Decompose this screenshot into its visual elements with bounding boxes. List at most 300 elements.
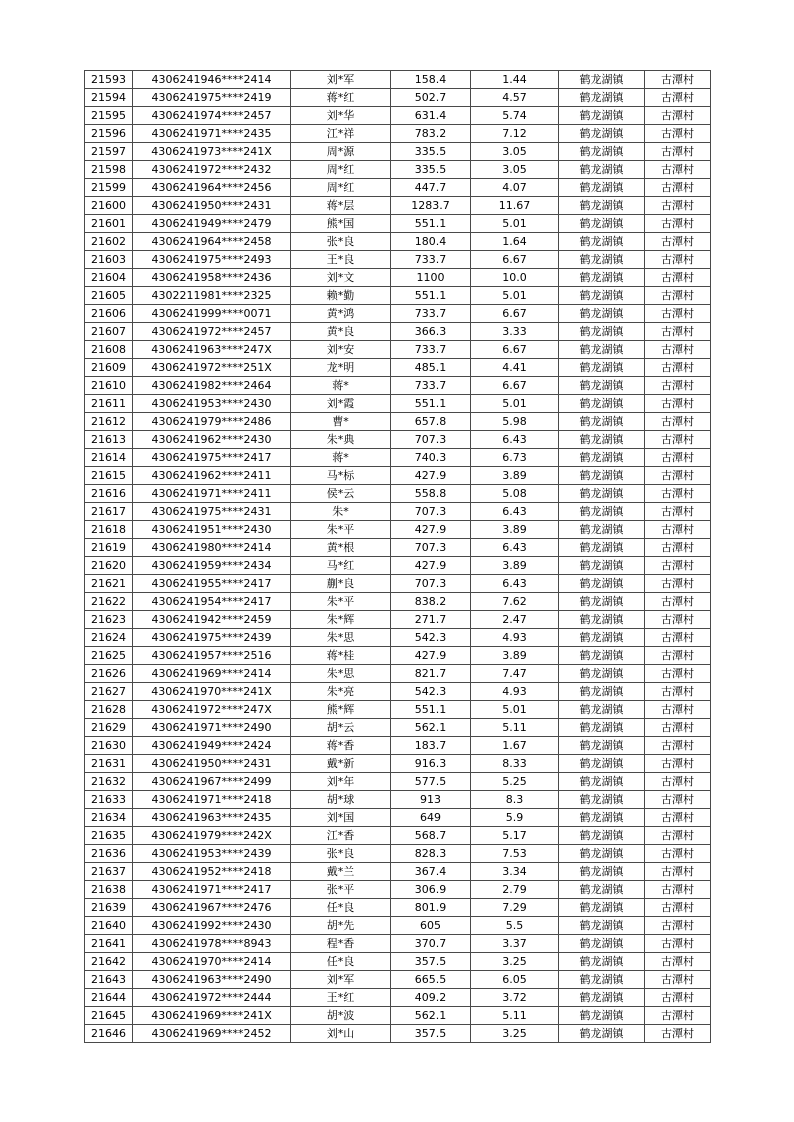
cell-amount: 733.7	[391, 341, 471, 359]
cell-index: 21639	[85, 899, 133, 917]
cell-id_number: 4306241971****2435	[133, 125, 291, 143]
cell-id_number: 4306241963****2490	[133, 971, 291, 989]
cell-id_number: 4306241962****2411	[133, 467, 291, 485]
cell-index: 21611	[85, 395, 133, 413]
table-row	[85, 215, 711, 233]
cell-village: 古潭村	[645, 809, 711, 827]
cell-village: 古潭村	[645, 773, 711, 791]
cell-index: 21618	[85, 521, 133, 539]
table-row	[85, 629, 711, 647]
cell-amount: 733.7	[391, 305, 471, 323]
cell-id_number: 4306241973****241X	[133, 143, 291, 161]
cell-town: 鹤龙湖镇	[559, 323, 645, 341]
cell-rate: 6.67	[471, 305, 559, 323]
cell-village: 古潭村	[645, 971, 711, 989]
cell-village: 古潭村	[645, 593, 711, 611]
cell-village: 古潭村	[645, 233, 711, 251]
table-row	[85, 899, 711, 917]
cell-id_number: 4306241971****2417	[133, 881, 291, 899]
cell-index: 21644	[85, 989, 133, 1007]
cell-id_number: 4306241946****2414	[133, 71, 291, 89]
cell-index: 21593	[85, 71, 133, 89]
cell-village: 古潭村	[645, 467, 711, 485]
cell-amount: 335.5	[391, 161, 471, 179]
data-table	[84, 70, 711, 1043]
cell-rate: 3.25	[471, 953, 559, 971]
cell-amount: 409.2	[391, 989, 471, 1007]
cell-rate: 5.17	[471, 827, 559, 845]
cell-name: 江*香	[291, 827, 391, 845]
cell-rate: 5.01	[471, 287, 559, 305]
cell-rate: 7.47	[471, 665, 559, 683]
cell-town: 鹤龙湖镇	[559, 197, 645, 215]
cell-village: 古潭村	[645, 251, 711, 269]
cell-amount: 357.5	[391, 953, 471, 971]
cell-name: 刘*军	[291, 71, 391, 89]
cell-index: 21630	[85, 737, 133, 755]
cell-index: 21602	[85, 233, 133, 251]
table-row	[85, 521, 711, 539]
cell-id_number: 4306241951****2430	[133, 521, 291, 539]
cell-amount: 542.3	[391, 683, 471, 701]
cell-index: 21626	[85, 665, 133, 683]
cell-amount: 158.4	[391, 71, 471, 89]
cell-rate: 3.25	[471, 1025, 559, 1043]
cell-amount: 427.9	[391, 521, 471, 539]
cell-amount: 367.4	[391, 863, 471, 881]
cell-village: 古潭村	[645, 215, 711, 233]
cell-town: 鹤龙湖镇	[559, 341, 645, 359]
cell-town: 鹤龙湖镇	[559, 881, 645, 899]
table-row	[85, 953, 711, 971]
cell-name: 熊*国	[291, 215, 391, 233]
cell-village: 古潭村	[645, 647, 711, 665]
cell-name: 刘*年	[291, 773, 391, 791]
cell-village: 古潭村	[645, 197, 711, 215]
cell-village: 古潭村	[645, 341, 711, 359]
cell-id_number: 4306241970****2414	[133, 953, 291, 971]
table-row	[85, 827, 711, 845]
cell-name: 戴*兰	[291, 863, 391, 881]
table-row	[85, 179, 711, 197]
cell-name: 胡*波	[291, 1007, 391, 1025]
cell-village: 古潭村	[645, 71, 711, 89]
cell-index: 21635	[85, 827, 133, 845]
cell-town: 鹤龙湖镇	[559, 413, 645, 431]
cell-rate: 7.12	[471, 125, 559, 143]
table-row	[85, 305, 711, 323]
cell-index: 21615	[85, 467, 133, 485]
cell-name: 胡*球	[291, 791, 391, 809]
cell-rate: 6.73	[471, 449, 559, 467]
table-row	[85, 809, 711, 827]
table-row	[85, 1007, 711, 1025]
cell-amount: 665.5	[391, 971, 471, 989]
cell-amount: 183.7	[391, 737, 471, 755]
cell-id_number: 4306241958****2436	[133, 269, 291, 287]
cell-index: 21634	[85, 809, 133, 827]
cell-id_number: 4306241952****2418	[133, 863, 291, 881]
cell-id_number: 4306241949****2479	[133, 215, 291, 233]
table-row	[85, 233, 711, 251]
cell-amount: 427.9	[391, 467, 471, 485]
table-row	[85, 359, 711, 377]
cell-amount: 485.1	[391, 359, 471, 377]
cell-rate: 5.01	[471, 215, 559, 233]
cell-town: 鹤龙湖镇	[559, 485, 645, 503]
cell-village: 古潭村	[645, 413, 711, 431]
cell-town: 鹤龙湖镇	[559, 269, 645, 287]
cell-id_number: 4306241967****2476	[133, 899, 291, 917]
cell-amount: 649	[391, 809, 471, 827]
table-row	[85, 377, 711, 395]
cell-id_number: 4306241953****2430	[133, 395, 291, 413]
cell-town: 鹤龙湖镇	[559, 935, 645, 953]
cell-rate: 8.3	[471, 791, 559, 809]
cell-town: 鹤龙湖镇	[559, 377, 645, 395]
cell-name: 蒋*层	[291, 197, 391, 215]
cell-name: 王*红	[291, 989, 391, 1007]
cell-rate: 5.11	[471, 719, 559, 737]
cell-town: 鹤龙湖镇	[559, 305, 645, 323]
cell-rate: 2.47	[471, 611, 559, 629]
cell-amount: 180.4	[391, 233, 471, 251]
cell-amount: 783.2	[391, 125, 471, 143]
cell-village: 古潭村	[645, 125, 711, 143]
cell-village: 古潭村	[645, 287, 711, 305]
table-row	[85, 143, 711, 161]
cell-index: 21610	[85, 377, 133, 395]
cell-rate: 3.89	[471, 521, 559, 539]
cell-name: 刘*华	[291, 107, 391, 125]
cell-rate: 5.25	[471, 773, 559, 791]
cell-id_number: 4306241974****2457	[133, 107, 291, 125]
cell-amount: 568.7	[391, 827, 471, 845]
cell-village: 古潭村	[645, 539, 711, 557]
cell-name: 蒋*桂	[291, 647, 391, 665]
cell-name: 任*良	[291, 953, 391, 971]
cell-name: 黄*鸿	[291, 305, 391, 323]
cell-town: 鹤龙湖镇	[559, 665, 645, 683]
cell-name: 熊*辉	[291, 701, 391, 719]
table-row	[85, 287, 711, 305]
cell-amount: 828.3	[391, 845, 471, 863]
cell-name: 蒯*良	[291, 575, 391, 593]
cell-rate: 3.34	[471, 863, 559, 881]
cell-name: 江*祥	[291, 125, 391, 143]
cell-village: 古潭村	[645, 719, 711, 737]
cell-index: 21600	[85, 197, 133, 215]
cell-rate: 2.79	[471, 881, 559, 899]
cell-name: 侯*云	[291, 485, 391, 503]
table-row	[85, 71, 711, 89]
cell-id_number: 4306241972****2432	[133, 161, 291, 179]
cell-id_number: 4306241972****2444	[133, 989, 291, 1007]
cell-town: 鹤龙湖镇	[559, 827, 645, 845]
table-row	[85, 125, 711, 143]
cell-index: 21621	[85, 575, 133, 593]
cell-id_number: 4306241963****247X	[133, 341, 291, 359]
cell-village: 古潭村	[645, 629, 711, 647]
cell-village: 古潭村	[645, 1025, 711, 1043]
cell-index: 21606	[85, 305, 133, 323]
cell-town: 鹤龙湖镇	[559, 179, 645, 197]
cell-id_number: 4306241972****2457	[133, 323, 291, 341]
cell-town: 鹤龙湖镇	[559, 863, 645, 881]
cell-index: 21640	[85, 917, 133, 935]
cell-index: 21598	[85, 161, 133, 179]
cell-town: 鹤龙湖镇	[559, 125, 645, 143]
cell-amount: 801.9	[391, 899, 471, 917]
cell-town: 鹤龙湖镇	[559, 143, 645, 161]
table-row	[85, 719, 711, 737]
cell-index: 21629	[85, 719, 133, 737]
cell-village: 古潭村	[645, 989, 711, 1007]
cell-index: 21617	[85, 503, 133, 521]
cell-index: 21631	[85, 755, 133, 773]
cell-id_number: 4306241975****2439	[133, 629, 291, 647]
cell-id_number: 4306241954****2417	[133, 593, 291, 611]
cell-name: 胡*云	[291, 719, 391, 737]
cell-id_number: 4306241971****2411	[133, 485, 291, 503]
cell-name: 曹*	[291, 413, 391, 431]
cell-rate: 5.08	[471, 485, 559, 503]
table-row	[85, 971, 711, 989]
cell-index: 21638	[85, 881, 133, 899]
cell-index: 21646	[85, 1025, 133, 1043]
cell-village: 古潭村	[645, 179, 711, 197]
cell-village: 古潭村	[645, 431, 711, 449]
cell-rate: 4.93	[471, 629, 559, 647]
cell-town: 鹤龙湖镇	[559, 395, 645, 413]
cell-village: 古潭村	[645, 521, 711, 539]
cell-index: 21632	[85, 773, 133, 791]
table-row	[85, 467, 711, 485]
cell-id_number: 4306241975****2431	[133, 503, 291, 521]
cell-name: 刘*霞	[291, 395, 391, 413]
table-row	[85, 935, 711, 953]
cell-index: 21627	[85, 683, 133, 701]
cell-index: 21636	[85, 845, 133, 863]
table-container	[84, 70, 711, 1043]
cell-name: 刘*安	[291, 341, 391, 359]
cell-name: 张*平	[291, 881, 391, 899]
cell-town: 鹤龙湖镇	[559, 971, 645, 989]
table-row	[85, 539, 711, 557]
cell-rate: 8.33	[471, 755, 559, 773]
table-row	[85, 863, 711, 881]
cell-rate: 3.05	[471, 161, 559, 179]
cell-village: 古潭村	[645, 323, 711, 341]
cell-town: 鹤龙湖镇	[559, 647, 645, 665]
table-row	[85, 845, 711, 863]
cell-rate: 3.37	[471, 935, 559, 953]
cell-village: 古潭村	[645, 611, 711, 629]
cell-town: 鹤龙湖镇	[559, 71, 645, 89]
cell-index: 21622	[85, 593, 133, 611]
table-row	[85, 431, 711, 449]
table-row	[85, 755, 711, 773]
cell-id_number: 4306241980****2414	[133, 539, 291, 557]
cell-town: 鹤龙湖镇	[559, 215, 645, 233]
cell-name: 刘*国	[291, 809, 391, 827]
cell-amount: 733.7	[391, 251, 471, 269]
table-row	[85, 917, 711, 935]
cell-id_number: 4306241957****2516	[133, 647, 291, 665]
table-row	[85, 341, 711, 359]
cell-index: 21612	[85, 413, 133, 431]
cell-rate: 4.07	[471, 179, 559, 197]
cell-id_number: 4306241982****2464	[133, 377, 291, 395]
cell-name: 朱*思	[291, 629, 391, 647]
cell-village: 古潭村	[645, 161, 711, 179]
cell-town: 鹤龙湖镇	[559, 953, 645, 971]
table-row	[85, 791, 711, 809]
cell-amount: 562.1	[391, 719, 471, 737]
cell-amount: 605	[391, 917, 471, 935]
cell-id_number: 4306241942****2459	[133, 611, 291, 629]
cell-village: 古潭村	[645, 881, 711, 899]
cell-rate: 7.62	[471, 593, 559, 611]
cell-index: 21603	[85, 251, 133, 269]
cell-name: 周*红	[291, 179, 391, 197]
cell-amount: 366.3	[391, 323, 471, 341]
cell-amount: 1283.7	[391, 197, 471, 215]
cell-town: 鹤龙湖镇	[559, 233, 645, 251]
cell-village: 古潭村	[645, 899, 711, 917]
cell-town: 鹤龙湖镇	[559, 521, 645, 539]
cell-id_number: 4306241979****242X	[133, 827, 291, 845]
cell-village: 古潭村	[645, 665, 711, 683]
cell-index: 21645	[85, 1007, 133, 1025]
cell-town: 鹤龙湖镇	[559, 89, 645, 107]
cell-index: 21623	[85, 611, 133, 629]
cell-village: 古潭村	[645, 449, 711, 467]
cell-id_number: 4306241953****2439	[133, 845, 291, 863]
cell-town: 鹤龙湖镇	[559, 287, 645, 305]
cell-amount: 707.3	[391, 575, 471, 593]
cell-rate: 6.67	[471, 341, 559, 359]
cell-amount: 551.1	[391, 701, 471, 719]
cell-rate: 11.67	[471, 197, 559, 215]
cell-name: 蒋*红	[291, 89, 391, 107]
cell-amount: 502.7	[391, 89, 471, 107]
cell-village: 古潭村	[645, 683, 711, 701]
cell-village: 古潭村	[645, 305, 711, 323]
cell-town: 鹤龙湖镇	[559, 539, 645, 557]
cell-index: 21604	[85, 269, 133, 287]
cell-name: 朱*典	[291, 431, 391, 449]
cell-index: 21637	[85, 863, 133, 881]
cell-village: 古潭村	[645, 953, 711, 971]
cell-index: 21624	[85, 629, 133, 647]
cell-name: 黄*根	[291, 539, 391, 557]
table-row	[85, 665, 711, 683]
cell-town: 鹤龙湖镇	[559, 251, 645, 269]
cell-name: 刘*文	[291, 269, 391, 287]
cell-amount: 1100	[391, 269, 471, 287]
table-row	[85, 107, 711, 125]
cell-name: 朱*	[291, 503, 391, 521]
cell-id_number: 4306241978****8943	[133, 935, 291, 953]
cell-town: 鹤龙湖镇	[559, 593, 645, 611]
cell-id_number: 4306241969****2414	[133, 665, 291, 683]
cell-town: 鹤龙湖镇	[559, 359, 645, 377]
cell-amount: 733.7	[391, 377, 471, 395]
table-row	[85, 575, 711, 593]
cell-index: 21595	[85, 107, 133, 125]
cell-name: 胡*先	[291, 917, 391, 935]
cell-id_number: 4306241950****2431	[133, 197, 291, 215]
table-row	[85, 269, 711, 287]
cell-id_number: 4306241949****2424	[133, 737, 291, 755]
cell-id_number: 4306241950****2431	[133, 755, 291, 773]
cell-index: 21620	[85, 557, 133, 575]
cell-name: 朱*辉	[291, 611, 391, 629]
cell-town: 鹤龙湖镇	[559, 575, 645, 593]
cell-rate: 6.05	[471, 971, 559, 989]
cell-index: 21609	[85, 359, 133, 377]
table-body	[85, 71, 711, 1043]
cell-village: 古潭村	[645, 557, 711, 575]
table-row	[85, 647, 711, 665]
cell-index: 21642	[85, 953, 133, 971]
cell-town: 鹤龙湖镇	[559, 737, 645, 755]
cell-town: 鹤龙湖镇	[559, 161, 645, 179]
cell-rate: 10.0	[471, 269, 559, 287]
cell-rate: 3.72	[471, 989, 559, 1007]
cell-rate: 5.5	[471, 917, 559, 935]
cell-name: 朱*平	[291, 593, 391, 611]
cell-amount: 335.5	[391, 143, 471, 161]
cell-rate: 3.89	[471, 647, 559, 665]
cell-rate: 3.05	[471, 143, 559, 161]
cell-id_number: 4306241967****2499	[133, 773, 291, 791]
cell-town: 鹤龙湖镇	[559, 557, 645, 575]
cell-id_number: 4306241969****2452	[133, 1025, 291, 1043]
cell-index: 21616	[85, 485, 133, 503]
cell-village: 古潭村	[645, 89, 711, 107]
cell-name: 张*良	[291, 233, 391, 251]
cell-rate: 6.43	[471, 539, 559, 557]
cell-rate: 6.67	[471, 251, 559, 269]
cell-village: 古潭村	[645, 917, 711, 935]
cell-amount: 551.1	[391, 395, 471, 413]
cell-town: 鹤龙湖镇	[559, 989, 645, 1007]
cell-id_number: 4306241964****2456	[133, 179, 291, 197]
cell-town: 鹤龙湖镇	[559, 917, 645, 935]
cell-amount: 916.3	[391, 755, 471, 773]
cell-rate: 4.93	[471, 683, 559, 701]
cell-id_number: 4306241992****2430	[133, 917, 291, 935]
cell-town: 鹤龙湖镇	[559, 1007, 645, 1025]
cell-amount: 631.4	[391, 107, 471, 125]
cell-village: 古潭村	[645, 503, 711, 521]
cell-name: 赖*勤	[291, 287, 391, 305]
cell-index: 21628	[85, 701, 133, 719]
cell-village: 古潭村	[645, 755, 711, 773]
cell-index: 21613	[85, 431, 133, 449]
table-row	[85, 413, 711, 431]
cell-amount: 542.3	[391, 629, 471, 647]
cell-id_number: 4306241975****2493	[133, 251, 291, 269]
cell-village: 古潭村	[645, 395, 711, 413]
cell-amount: 577.5	[391, 773, 471, 791]
cell-town: 鹤龙湖镇	[559, 449, 645, 467]
table-row	[85, 197, 711, 215]
cell-amount: 838.2	[391, 593, 471, 611]
table-row	[85, 449, 711, 467]
